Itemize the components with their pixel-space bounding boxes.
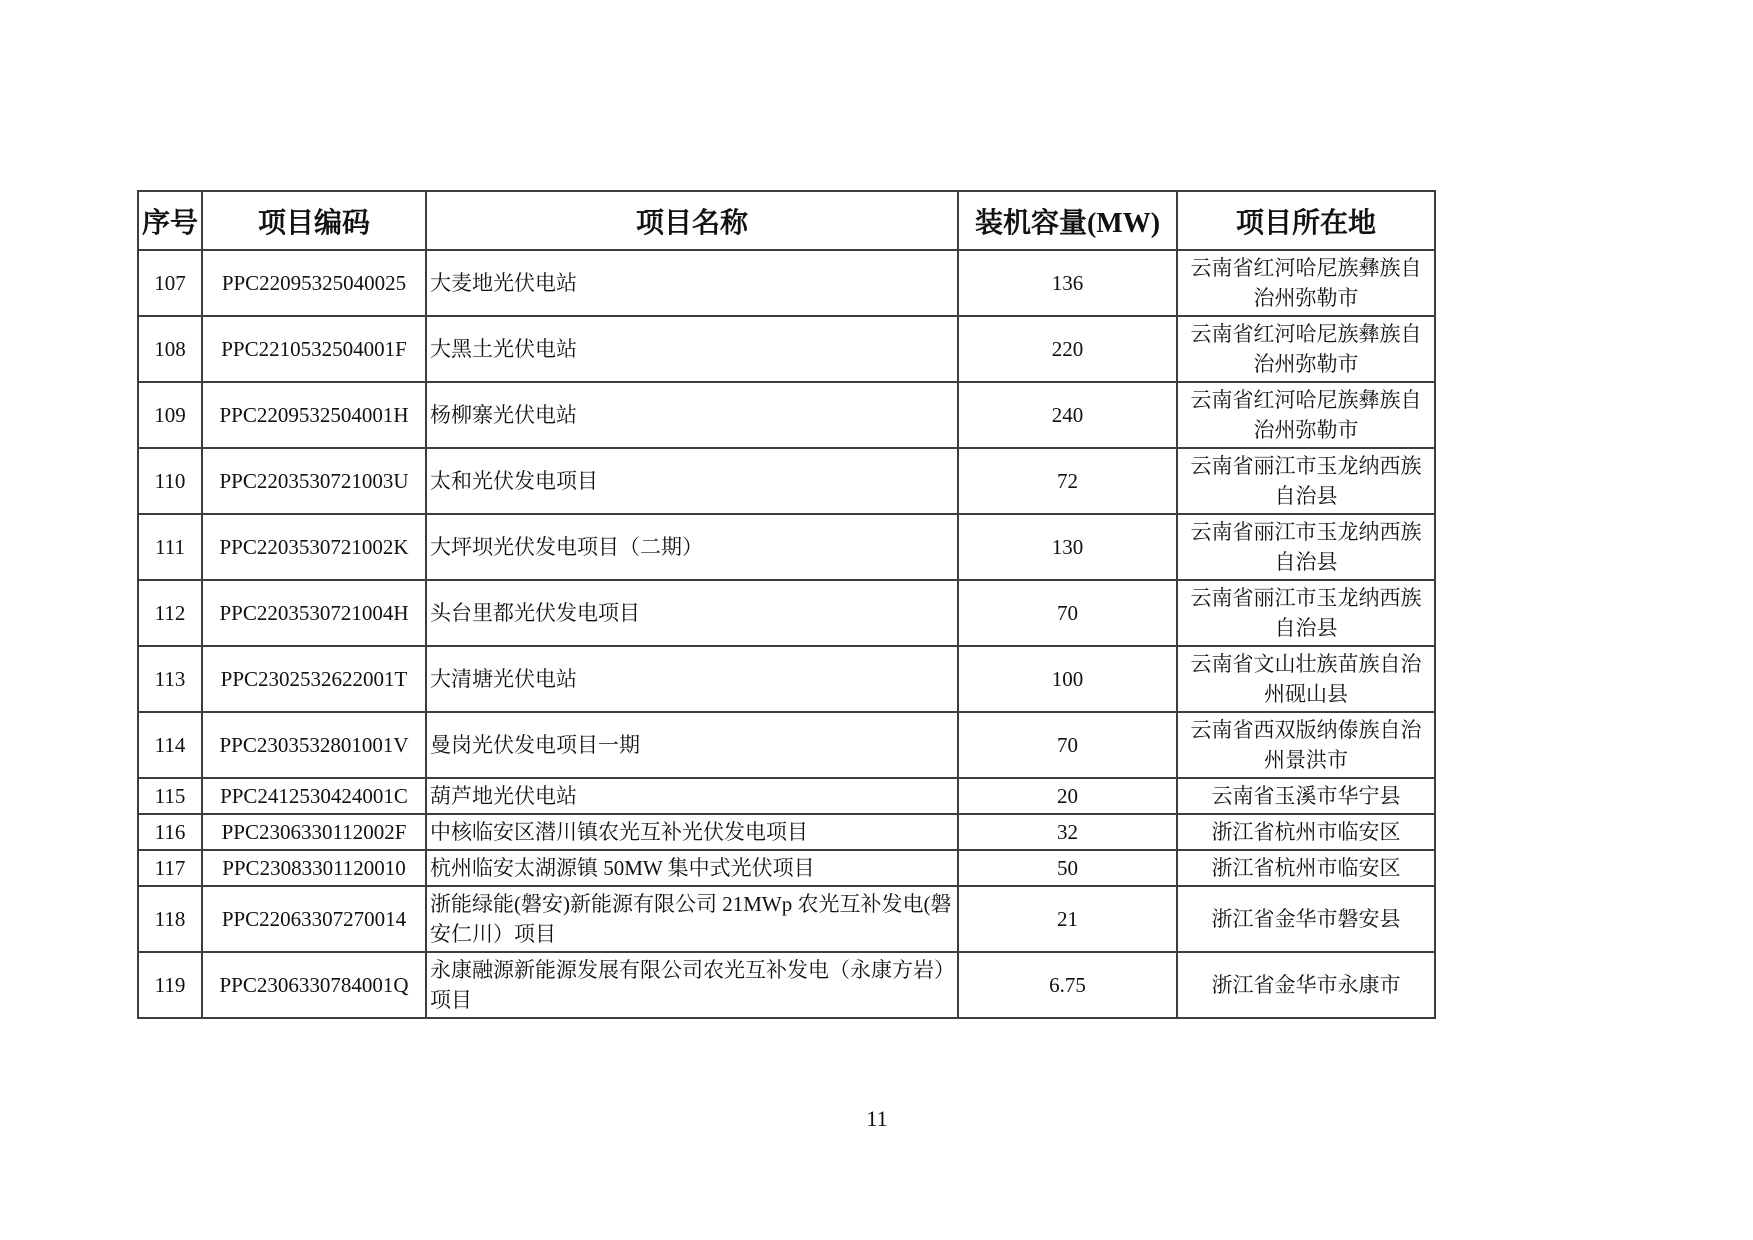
project-name: 大黑土光伏电站 [426,316,958,382]
table-row [138,250,1435,316]
row-number: 113 [138,646,202,712]
table-row [138,382,1435,448]
row-number: 111 [138,514,202,580]
table-row [138,514,1435,580]
row-number: 110 [138,448,202,514]
project-name: 大清塘光伏电站 [426,646,958,712]
row-number: 114 [138,712,202,778]
project-name: 头台里都光伏发电项目 [426,580,958,646]
capacity-mw: 100 [958,646,1177,712]
column-header: 项目所在地 [1177,191,1435,250]
project-location: 云南省红河哈尼族彝族自治州弥勒市 [1177,250,1435,316]
row-number: 119 [138,952,202,1018]
project-name: 葫芦地光伏电站 [426,778,958,814]
project-location: 云南省文山壮族苗族自治州砚山县 [1177,646,1435,712]
project-code: PPC2303532801001V [202,712,426,778]
project-name: 永康融源新能源发展有限公司农光互补发电（永康方岩）项目 [426,952,958,1018]
project-code: PPC2306330112002F [202,814,426,850]
project-location: 云南省红河哈尼族彝族自治州弥勒市 [1177,382,1435,448]
capacity-mw: 21 [958,886,1177,952]
project-code: PPC2412530424001C [202,778,426,814]
project-code: PPC2203530721004H [202,580,426,646]
project-code: PPC22095325040025 [202,250,426,316]
row-number: 108 [138,316,202,382]
row-number: 112 [138,580,202,646]
project-location: 云南省西双版纳傣族自治州景洪市 [1177,712,1435,778]
table-row [138,886,1435,952]
project-code: PPC2203530721003U [202,448,426,514]
capacity-mw: 6.75 [958,952,1177,1018]
row-number: 107 [138,250,202,316]
capacity-mw: 70 [958,712,1177,778]
row-number: 118 [138,886,202,952]
capacity-mw: 130 [958,514,1177,580]
table-body [138,250,1435,1018]
projects-table [137,190,1436,1019]
header-row [138,191,1435,250]
table-row [138,712,1435,778]
capacity-mw: 136 [958,250,1177,316]
capacity-mw: 32 [958,814,1177,850]
page-number: 11 [866,1106,888,1131]
project-name: 杨柳寨光伏电站 [426,382,958,448]
project-code: PPC2209532504001H [202,382,426,448]
project-code: PPC2306330784001Q [202,952,426,1018]
project-name: 中核临安区潜川镇农光互补光伏发电项目 [426,814,958,850]
row-number: 116 [138,814,202,850]
project-location: 浙江省金华市磐安县 [1177,886,1435,952]
table-row [138,316,1435,382]
project-name: 曼岗光伏发电项目一期 [426,712,958,778]
table-row [138,814,1435,850]
project-code: PPC2210532504001F [202,316,426,382]
project-location: 云南省丽江市玉龙纳西族自治县 [1177,580,1435,646]
capacity-mw: 220 [958,316,1177,382]
column-header: 装机容量(MW) [958,191,1177,250]
table-row [138,778,1435,814]
project-name: 大坪坝光伏发电项目（二期） [426,514,958,580]
table-row [138,448,1435,514]
project-name: 浙能绿能(磐安)新能源有限公司 21MWp 农光互补发电(磐安仁川）项目 [426,886,958,952]
project-location: 浙江省杭州市临安区 [1177,850,1435,886]
project-location: 云南省丽江市玉龙纳西族自治县 [1177,514,1435,580]
capacity-mw: 70 [958,580,1177,646]
project-name: 杭州临安太湖源镇 50MW 集中式光伏项目 [426,850,958,886]
project-code: PPC23083301120010 [202,850,426,886]
project-location: 云南省玉溪市华宁县 [1177,778,1435,814]
row-number: 117 [138,850,202,886]
project-name: 大麦地光伏电站 [426,250,958,316]
project-code: PPC2302532622001T [202,646,426,712]
column-header: 项目编码 [202,191,426,250]
project-location: 浙江省杭州市临安区 [1177,814,1435,850]
capacity-mw: 72 [958,448,1177,514]
project-code: PPC2203530721002K [202,514,426,580]
table-row [138,850,1435,886]
column-header: 序号 [138,191,202,250]
capacity-mw: 240 [958,382,1177,448]
capacity-mw: 50 [958,850,1177,886]
table-row [138,952,1435,1018]
project-location: 云南省丽江市玉龙纳西族自治县 [1177,448,1435,514]
table-row [138,580,1435,646]
project-location: 云南省红河哈尼族彝族自治州弥勒市 [1177,316,1435,382]
project-code: PPC22063307270014 [202,886,426,952]
column-header: 项目名称 [426,191,958,250]
capacity-mw: 20 [958,778,1177,814]
table-row [138,646,1435,712]
project-name: 太和光伏发电项目 [426,448,958,514]
row-number: 115 [138,778,202,814]
row-number: 109 [138,382,202,448]
project-location: 浙江省金华市永康市 [1177,952,1435,1018]
